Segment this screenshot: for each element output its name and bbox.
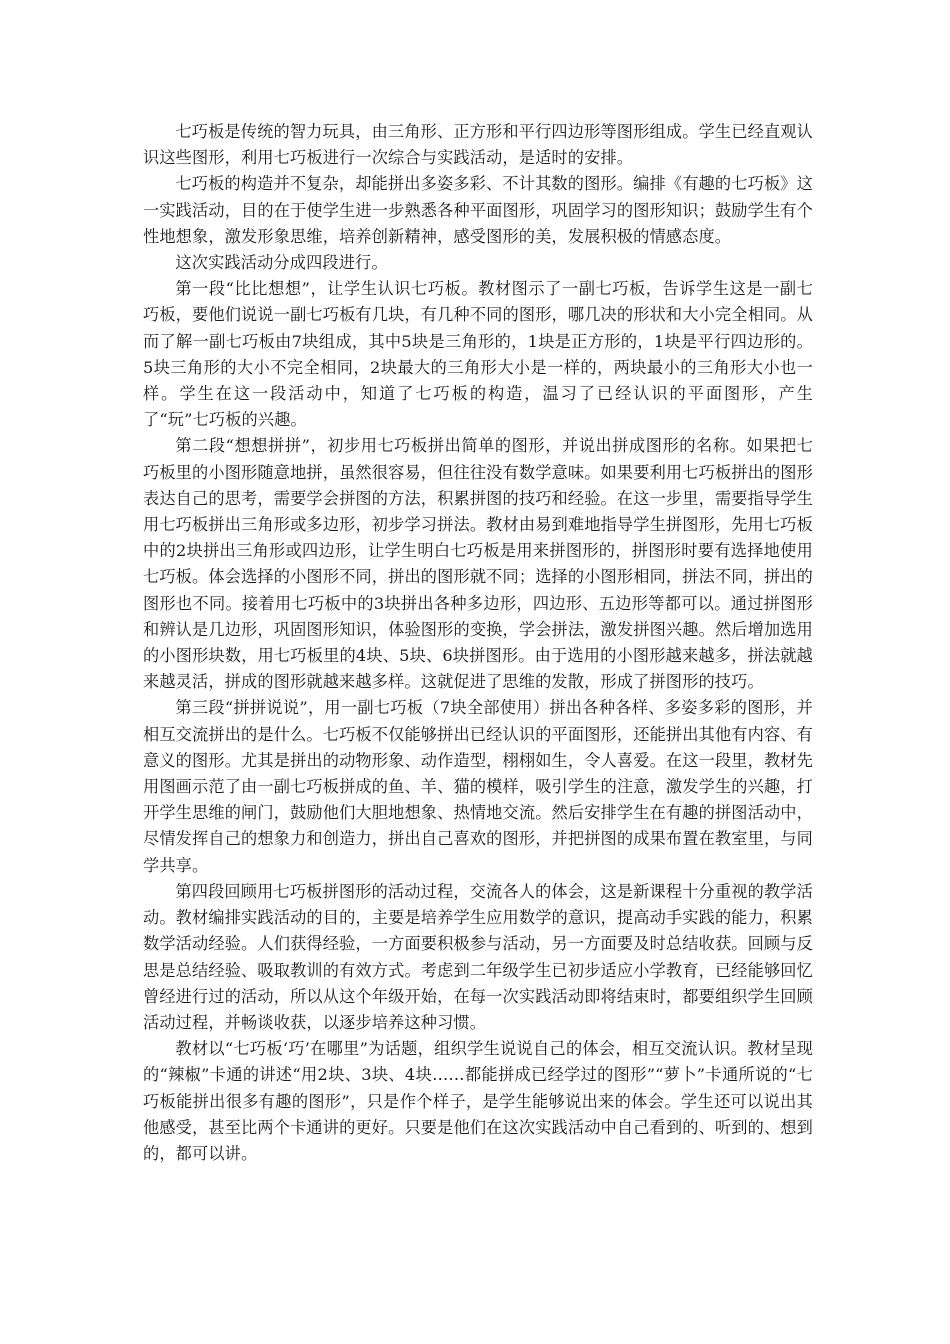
paragraph-stage-two: 第二段“想想拼拼”，初步用七巧板拼出简单的图形，并说出拼成图形的名称。如果把七巧板里的小图形随意地拼，虽然很容易，但往往没有数学意味。如果要利用七巧板拼出的图形表达自己的思考，需要学会拼图的方法，积累拼图的技巧和经验。在这一步里，需要指导学生用七巧板拼出三角形或多边形，初步学习拼法。教材由易到难地指导学生拼图形，先用七巧板中的2块拼出三角形或四边形，让学生明白七巧板是用来拼图形的，拼图形时要有选择地使用七巧板。体会选择的小图形不同，拼出的图形就不同；选择的小图形相同，拼法不同，拼出的图形也不同。接着用七巧板中的3块拼出各种多边形，四边形、五边形等都可以。通过拼图形和辨认是几边形，巩固图形知识，体验图形的变换，学会拼法，激发拼图兴趣。然后增加选用的小图形块数，用七巧板里的4块、5块、6块拼图形。由于选用的小图形越来越多，拼法就越来越灵活，拼成的图形就越来越多样。这就促进了思维的发散，形成了拼图形的技巧。 — [143, 436, 813, 692]
paragraph-stage-four: 第四段回顾用七巧板拼图形的活动过程，交流各人的体会，这是新课程十分重视的教学活动。教材编排实践活动的目的，主要是培养学生应用数学的意识，提高动手实践的能力，积累数学活动经验。人们获得经验，一方面要积极参与活动，另一方面要及时总结收获。回顾与反思是总结经验、吸取教训的有效方式。考虑到二年级学生已初步适应小学教育，已经能够回忆曾经进行过的活动，所以从这个年级开始，在每一次实践活动即将结束时，都要组织学生回顾活动过程，并畅谈收获，以逐步培养这种习惯。 — [143, 881, 813, 1032]
paragraph-stage-one: 第一段“比比想想”，让学生认识七巧板。教材图示了一副七巧板，告诉学生这是一副七巧板，要他们说说一副七巧板有几块，有几种不同的图形，哪几决的形状和大小完全相同。从而了解一副七巧板由7块组成，其中5块是三角形的，1块是正方形的，1块是平行四边形的。5块三角形的大小不完全相同，2块最大的三角形大小是一样的，两块最小的三角形大小也一样。学生在这一段活动中，知道了七巧板的构造，温习了已经认识的平面图形，产生了“玩”七巧板的兴趣。 — [143, 279, 813, 430]
paragraph-intro: 七巧板是传统的智力玩具，由三角形、正方形和平行四边形等图形组成。学生已经直观认识这些图形，利用七巧板进行一次综合与实践活动，是适时的安排。 — [143, 122, 813, 168]
document-body — [143, 119, 813, 1167]
paragraph-stage-three: 第三段“拼拼说说”，用一副七巧板（7块全部使用）拼出各种各样、多姿多彩的图形，并相互交流拼出的是什么。七巧板不仅能够拼出已经认识的平面图形，还能拼出其他有内容、有意义的图形。尤其是拼出的动物形象、动作造型，栩栩如生，令人喜爱。在这一段里，教材先用图画示范了由一副七巧板拼成的鱼、羊、猫的模样，吸引学生的注意，激发学生的兴趣，打开学生思维的闸门，鼓励他们大胆地想象、热情地交流。然后安排学生在有趣的拼图活动中，尽情发挥自己的想象力和创造力，拼出自己喜欢的图形，并把拼图的成果布置在教室里，与同学共享。 — [143, 698, 813, 875]
paragraph-overview: 这次实践活动分成四段进行。 — [175, 253, 388, 273]
paragraph-conclusion: 教材以“七巧板‘巧’在哪里”为话题，组织学生说说自己的体会，相互交流认识。教材呈现的“辣椒”卡通的讲述“用2块、3块、4块……都能拼成已经学过的图形”“萝卜”卡通所说的“七巧板能拼出很多有趣的图形”，只是作个样子，是学生能够说出来的体会。学生还可以说出其他感受，甚至比两个卡通讲的更好。只要是他们在这次实践活动中自己看到的、听到的、想到的，都可以讲。 — [143, 1039, 813, 1163]
paragraph-structure: 七巧板的构造并不复杂，却能拼出多姿多彩、不计其数的图形。编排《有趣的七巧板》这一实践活动，目的在于使学生进一步熟悉各种平面图形，巩固学习的图形知识；鼓励学生有个性地想象，激发形象思维，培养创新精神，感受图形的美，发展积极的情感态度。 — [143, 174, 813, 246]
